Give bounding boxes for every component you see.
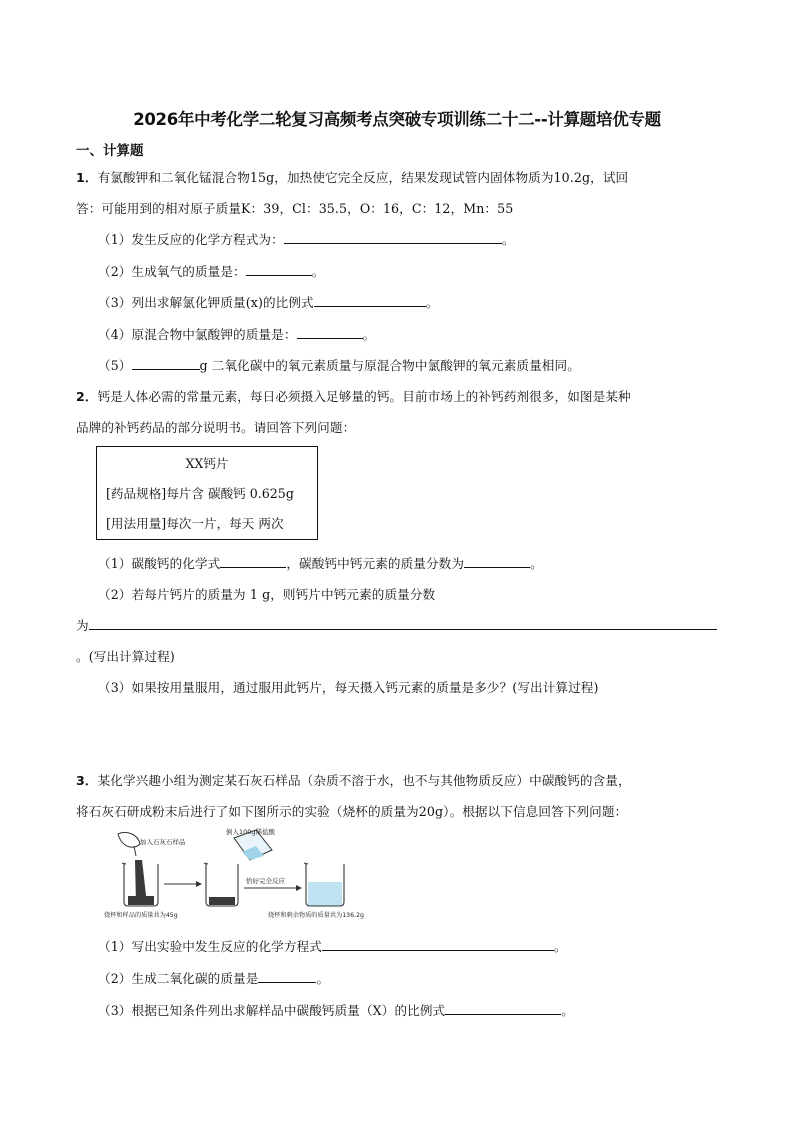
experiment-figure bbox=[96, 826, 396, 926]
q3-sub2-answer-blank[interactable] bbox=[258, 969, 316, 983]
q1-sub3 bbox=[98, 292, 438, 311]
q3-sub2-end: 。 bbox=[316, 971, 330, 986]
q2-number: 2． bbox=[76, 389, 98, 404]
q1-sub1 bbox=[98, 229, 515, 248]
arrow-right-icon bbox=[244, 885, 302, 891]
q3-line2: 将石灰石研成粉末后进行了如下图所示的实验（烧杯的质量为20g）。根据以下信息回答下列问题： bbox=[76, 804, 628, 819]
q1-sub4-answer-blank[interactable] bbox=[297, 325, 363, 339]
q2-sub2-line1: （2）若每片钙片的质量为 1 g，则钙片中钙元素的质量分数 bbox=[98, 587, 436, 602]
q1-sub1-answer-blank[interactable] bbox=[284, 230, 502, 244]
q1-sub4 bbox=[98, 324, 375, 343]
q1-sub2-answer-blank[interactable] bbox=[246, 262, 312, 276]
q1-number: 1． bbox=[76, 170, 98, 185]
q3-sub2-text: （2）生成二氧化碳的质量是 bbox=[98, 971, 259, 986]
medicine-label-usage: [用法用量]每次一片，每天 两次 bbox=[106, 516, 284, 531]
q3-sub3 bbox=[98, 1000, 574, 1019]
q2-sub2-answer-blank[interactable] bbox=[89, 616, 717, 630]
q1-sub1-text: （1）发生反应的化学方程式为： bbox=[98, 232, 284, 247]
q2-sub2-wei: 为 bbox=[76, 618, 89, 633]
beaker-with-powder-icon bbox=[204, 863, 238, 906]
q3-number: 3． bbox=[76, 773, 98, 788]
q3-sub3-end: 。 bbox=[561, 1003, 574, 1018]
q3-sub2 bbox=[98, 968, 329, 987]
q1-sub5 bbox=[98, 355, 580, 374]
q1-sub5-answer-blank[interactable] bbox=[132, 356, 200, 370]
q3-line1 bbox=[76, 770, 631, 789]
fig-label-mass1: 烧杯和样品的质量共为45g bbox=[104, 912, 178, 919]
q2-sub1 bbox=[98, 553, 543, 572]
q1-sub2-text: （2）生成氧气的质量是： bbox=[98, 264, 246, 279]
fig-label-react: 恰好完全反应 bbox=[246, 877, 285, 885]
q1-sub3-end: 。 bbox=[425, 295, 439, 310]
medicine-label-box bbox=[96, 446, 318, 540]
q2-line2: 品牌的补钙药品的部分说明书。请回答下列问题： bbox=[76, 420, 356, 435]
q1-sub4-end: 。 bbox=[362, 327, 376, 342]
q3-sub1-end: 。 bbox=[553, 939, 567, 954]
q1-sub1-end: 。 bbox=[501, 232, 515, 247]
q3-text-1: 某化学兴趣小组为测定某石灰石样品（杂质不溶于水，也不与其他物质反应）中碳酸钙的含量， bbox=[97, 773, 631, 788]
document-title: 2026年中考化学二轮复习高频考点突破专项训练二十二--计算题培优专题 bbox=[133, 110, 661, 129]
q3-sub3-text: （3）根据已知条件列出求解样品中碳酸钙质量（X）的比例式 bbox=[98, 1003, 446, 1018]
q1-line1 bbox=[76, 167, 628, 186]
medicine-label-title: XX钙片 bbox=[185, 456, 229, 471]
q2-text-1: 钙是人体必需的常量元素，每日必须摄入足够量的钙。目前市场上的补钙药剂很多，如图是某种 bbox=[97, 389, 631, 404]
section-heading: 一、计算题 bbox=[76, 143, 144, 159]
q2-sub1-mid: ，碳酸钙中钙元素的质量分数为 bbox=[286, 556, 465, 571]
q1-text-1: 有氯酸钾和二氧化锰混合物15g，加热使它完全反应，结果发现试管内固体物质为10.2g，试回 bbox=[97, 170, 629, 185]
fig-label-pour: 倒入100g稀盐酸 bbox=[226, 828, 276, 836]
q1-sub2 bbox=[98, 261, 324, 280]
q1-line2: 答：可能用到的相对原子质量K：39，Cl：35.5，O：16，C：12，Mn：55 bbox=[76, 201, 514, 216]
q1-sub5-text: （5） bbox=[98, 358, 132, 373]
q2-sub1-end: 。 bbox=[530, 556, 543, 571]
q1-sub4-text: （4）原混合物中氯酸钾的质量是： bbox=[98, 327, 297, 342]
q2-sub1-text: （1）碳酸钙的化学式 bbox=[98, 556, 221, 571]
medicine-label-spec: [药品规格]每片含 碳酸钙 0.625g bbox=[106, 486, 294, 501]
beaker-with-liquid-icon bbox=[304, 863, 344, 906]
arrow-right-icon bbox=[164, 881, 202, 887]
q2-line1 bbox=[76, 386, 631, 405]
q3-sub1 bbox=[98, 936, 567, 955]
fig-label-add: 加入石灰石样品 bbox=[140, 838, 186, 846]
beaker-with-sample-icon bbox=[122, 860, 158, 906]
spoon-icon bbox=[118, 832, 140, 856]
q1-sub5-end: g 二氧化碳中的氧元素质量与原混合物中氯酸钾的氧元素质量相同。 bbox=[199, 358, 580, 373]
q2-sub2-line3: 。(写出计算过程) bbox=[76, 649, 175, 664]
q2-sub2-line2 bbox=[76, 615, 717, 634]
q2-sub3: （3）如果按用量服用，通过服用此钙片，每天摄入钙元素的质量是多少？(写出计算过程) bbox=[98, 680, 599, 695]
q2-sub1-formula-blank[interactable] bbox=[220, 554, 286, 568]
q3-sub3-answer-blank[interactable] bbox=[445, 1001, 561, 1015]
fig-label-mass2: 烧杯和剩余物质的质量共为136.2g bbox=[268, 912, 364, 919]
q3-sub1-answer-blank[interactable] bbox=[322, 937, 554, 951]
q3-sub1-text: （1）写出实验中发生反应的化学方程式 bbox=[98, 939, 322, 954]
q1-sub3-answer-blank[interactable] bbox=[314, 293, 426, 307]
q1-sub3-text: （3）列出求解氯化钾质量(x)的比例式 bbox=[98, 295, 314, 310]
q2-sub1-percent-blank[interactable] bbox=[464, 554, 530, 568]
q1-sub2-end: 。 bbox=[311, 264, 325, 279]
